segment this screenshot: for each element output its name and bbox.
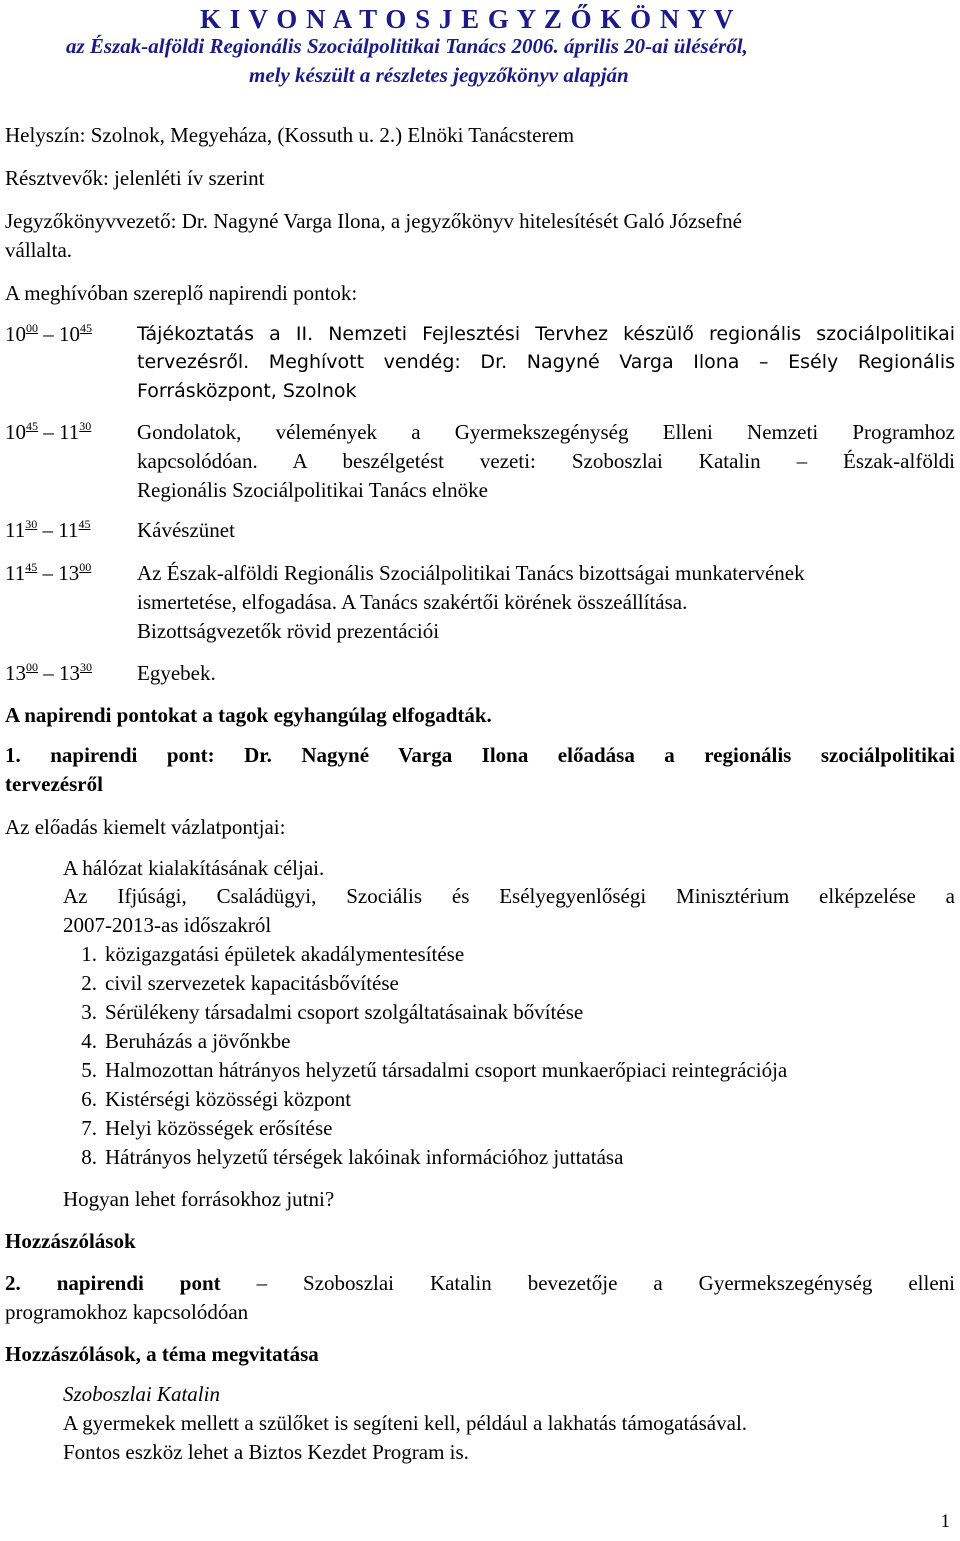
list-item <box>63 1000 583 1025</box>
agenda-accepted-statement: A napirendi pontokat a tagok egyhangúlag elfogadták. <box>5 703 492 727</box>
speech-line2: Fontos eszköz lehet a Biztos Kezdet Program is. <box>63 1440 469 1464</box>
list-item <box>63 1029 290 1054</box>
list-item-number: 6. <box>81 1087 97 1111</box>
point1-question: Hogyan lehet forrásokhoz jutni? <box>63 1187 335 1211</box>
list-item-text: közigazgatási épületek akadálymentesítése <box>105 942 465 966</box>
recorder-line2: vállalta. <box>5 238 73 262</box>
point1-ministry-line2: 2007-2013-as időszakról <box>63 913 272 937</box>
point2-title-rest: – Szoboszlai Katalin bevezetője a Gyermekszegénység elleni <box>220 1271 956 1295</box>
list-item <box>63 1058 787 1083</box>
list-item <box>63 971 399 996</box>
agenda-item-2-line3: Regionális Szociálpolitikai Tanács elnöke <box>137 478 488 502</box>
list-item-number: 5. <box>81 1058 97 1082</box>
agenda-time-3: $11^{30} - 11^{45}$ <box>5 517 91 542</box>
list-item <box>63 942 464 967</box>
list-item-text: Hátrányos helyzetű térségek lakóinak információhoz juttatása <box>105 1145 624 1169</box>
list-item-text: Sérülékeny társadalmi csoport szolgáltatásainak bővítése <box>105 1000 584 1024</box>
point1-goal: A hálózat kialakításának céljai. <box>63 856 325 880</box>
point1-title-line2: tervezésről <box>5 772 103 796</box>
list-item-number: 1. <box>81 942 97 966</box>
speech-line1: A gyermekek mellett a szülőket is segíteni kell, például a lakhatás támogatásával. <box>63 1411 748 1435</box>
location-line: Helyszín: Szolnok, Megyeháza, (Kossuth u. 2.) Elnöki Tanácsterem <box>5 123 575 147</box>
page-number: 1 <box>940 1511 950 1532</box>
agenda-item-5-line1: Egyebek. <box>137 661 216 685</box>
agenda-item-1-line2: tervezésről. Meghívott vendég: Dr. Nagyné Varga Ilona – Esély Regionális <box>137 351 955 373</box>
list-item-text: Helyi közösségek erősítése <box>105 1116 333 1140</box>
list-item-number: 7. <box>81 1116 97 1140</box>
document-title: K I V O N A T O S J E G Y Z Ő K Ö N Y V <box>200 4 735 34</box>
agenda-time-2: $10^{45} - 11^{30}$ <box>5 419 92 444</box>
agenda-item-3-line1: Kávészünet <box>137 518 235 542</box>
document-subtitle-line2: mely készült a részletes jegyzőkönyv alapján <box>249 63 629 87</box>
point2-title-prefix: 2. napirendi pont <box>5 1271 221 1295</box>
list-item <box>63 1145 623 1170</box>
agenda-heading: A meghívóban szereplő napirendi pontok: <box>5 281 358 305</box>
list-item-number: 8. <box>81 1145 97 1169</box>
point2-title-line1 <box>5 1271 955 1296</box>
participants-line: Résztvevők: jelenléti ív szerint <box>5 166 265 190</box>
agenda-time-4: $11^{45} - 13^{00}$ <box>5 560 92 585</box>
recorder-line1: Jegyzőkönyvvezető: Dr. Nagyné Varga Ilona, a jegyzőkönyv hitelesítését Galó Józsefné <box>5 209 742 233</box>
point1-title-line1: 1. napirendi pont: Dr. Nagyné Varga Ilona előadása a regionális szociálpolitikai <box>5 743 955 767</box>
point1-outline-heading: Az előadás kiemelt vázlatpontjai: <box>5 815 286 839</box>
list-item-number: 4. <box>81 1029 97 1053</box>
list-item-number: 3. <box>81 1000 97 1024</box>
list-item <box>63 1116 332 1141</box>
agenda-item-4-line2: ismertetése, elfogadása. A Tanács szakértői körének összeállítása. <box>137 590 688 614</box>
agenda-item-2-line2: kapcsolódóan. A beszélgetést vezeti: Szoboszlai Katalin – Észak-alföldi <box>137 449 955 473</box>
document-subtitle-line1: az Észak-alföldi Regionális Szociálpolitikai Tanács 2006. április 20-ai üléséről, <box>66 34 748 58</box>
agenda-time-1: $10^{00} - 10^{45}$ <box>5 321 92 346</box>
point1-ministry-line1: Az Ifjúsági, Családügyi, Szociális és Esélyegyenlőségi Minisztérium elképzelése a <box>63 884 955 908</box>
point2-discussion-heading: Hozzászólások, a téma megvitatása <box>5 1342 319 1366</box>
agenda-item-2-line1: Gondolatok, vélemények a Gyermekszegénység Elleni Nemzeti Programhoz <box>137 420 955 444</box>
list-item-text: Halmozottan hátrányos helyzetű társadalmi csoport munkaerőpiaci reintegrációja <box>105 1058 788 1082</box>
list-item-text: civil szervezetek kapacitásbővítése <box>105 971 399 995</box>
agenda-time-5: $13^{00} - 13^{30}$ <box>5 660 92 685</box>
list-item <box>63 1087 351 1112</box>
list-item-text: Beruházás a jövőnkbe <box>105 1029 291 1053</box>
point1-comments-heading: Hozzászólások <box>5 1229 136 1253</box>
point2-title-line2: programokhoz kapcsolódóan <box>5 1300 249 1324</box>
speaker-name: Szoboszlai Katalin <box>63 1382 220 1406</box>
agenda-item-4-line3: Bizottságvezetők rövid prezentációi <box>137 619 440 643</box>
agenda-item-1-line1: Tájékoztatás a II. Nemzeti Fejlesztési Tervhez készülő regionális szociálpolitikai <box>137 323 955 345</box>
list-item-text: Kistérségi közösségi központ <box>105 1087 352 1111</box>
agenda-item-4-line1: Az Észak-alföldi Regionális Szociálpolitikai Tanács bizottságai munkatervének <box>137 561 805 585</box>
agenda-item-1-line3: Forrásközpont, Szolnok <box>137 380 357 402</box>
list-item-number: 2. <box>81 971 97 995</box>
